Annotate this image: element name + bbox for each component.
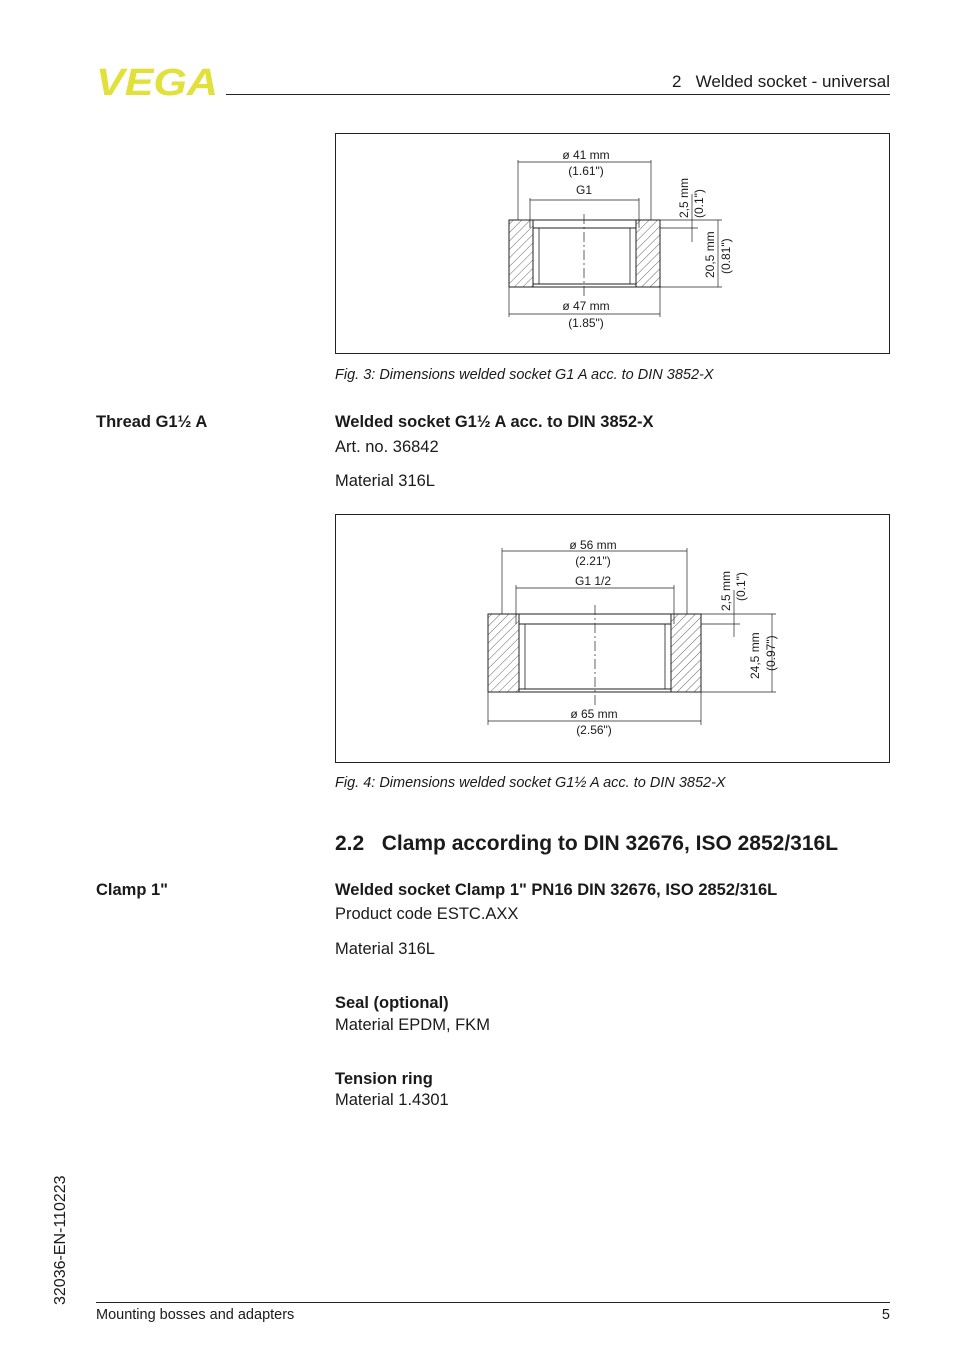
fig4-height-in: (0.97") <box>764 635 778 671</box>
fig4-top-dim: ø 56 mm <box>569 538 617 552</box>
fig3-top-dim-in: (1.61") <box>568 164 604 178</box>
footer-rule <box>96 1302 890 1303</box>
fig3-thread: G1 <box>575 183 593 197</box>
fig4-thread: G1 1/2 <box>574 574 612 588</box>
figure-3-caption: Fig. 3: Dimensions welded socket G1 A acc. to DIN 3852-X <box>335 367 714 383</box>
fig4-small-h-in: (0.1") <box>734 572 748 601</box>
header-rule <box>226 94 890 95</box>
side-label-thread: Thread G1½ A <box>96 413 208 431</box>
ring-material: Material 1.4301 <box>335 1091 449 1109</box>
clamp-product-code: Product code ESTC.AXX <box>335 905 519 923</box>
figure-4-drawing <box>335 514 890 763</box>
document-code: 32036-EN-110223 <box>52 1175 69 1305</box>
fig3-small-h: 2,5 mm <box>677 177 691 218</box>
ring-title: Tension ring <box>335 1070 433 1088</box>
fig3-height: 20,5 mm <box>703 231 717 278</box>
fig4-height: 24,5 mm <box>748 632 762 679</box>
figure-4-caption: Fig. 4: Dimensions welded socket G1½ A acc. to DIN 3852-X <box>335 775 726 791</box>
fig3-bottom-dim: ø 47 mm <box>562 299 610 313</box>
page-number: 5 <box>881 1307 890 1323</box>
clamp-material: Material 316L <box>335 940 435 958</box>
fig3-bottom-dim-in: (1.85") <box>568 316 604 330</box>
side-label-clamp: Clamp 1" <box>96 881 169 899</box>
thread-title: Welded socket G1½ A acc. to DIN 3852-X <box>335 413 654 431</box>
fig3-height-in: (0.81") <box>719 238 733 274</box>
fig3-top-dim: ø 41 mm <box>562 148 610 162</box>
thread-art-no: Art. no. 36842 <box>335 438 439 456</box>
vega-logo <box>96 64 220 98</box>
fig4-bottom-dim: ø 65 mm <box>570 707 618 721</box>
thread-material: Material 316L <box>335 472 435 490</box>
header-title: 2 Welded socket - universal <box>672 72 890 91</box>
fig4-top-dim-in: (2.21") <box>575 554 611 568</box>
seal-title: Seal (optional) <box>335 994 449 1012</box>
figure-3-drawing <box>335 133 890 354</box>
fig4-small-h: 2,5 mm <box>719 570 733 611</box>
fig3-small-h-in: (0.1") <box>692 189 706 218</box>
footer-title: Mounting bosses and adapters <box>96 1307 295 1323</box>
section-heading-clamp: 2.2 Clamp according to DIN 32676, ISO 2852/316L <box>335 832 839 855</box>
seal-material: Material EPDM, FKM <box>335 1016 490 1034</box>
svg-text:VEGA: VEGA <box>96 64 218 98</box>
clamp-title: Welded socket Clamp 1" PN16 DIN 32676, ISO 2852/316L <box>335 881 778 899</box>
fig4-bottom-dim-in: (2.56") <box>576 723 612 737</box>
